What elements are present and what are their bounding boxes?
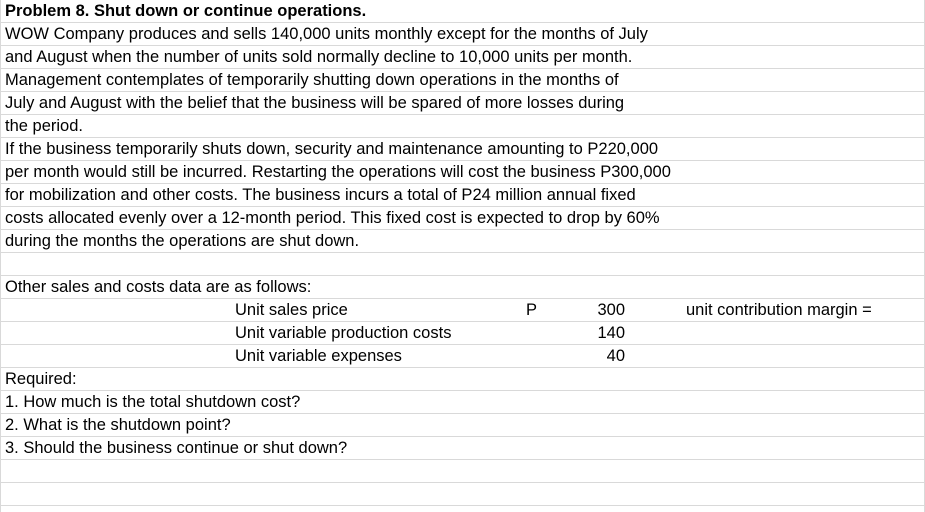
- problem-line: during the months the operations are shut down.: [5, 232, 360, 250]
- problem-line: and August when the number of units sold normally decline to 10,000 units per month.: [5, 48, 633, 66]
- problem-line: WOW Company produces and sells 140,000 units monthly except for the months of July: [5, 25, 648, 43]
- required-question: 3. Should the business continue or shut down?: [5, 439, 348, 457]
- currency-symbol: P: [526, 301, 538, 319]
- data-item-value: 140: [597, 324, 625, 342]
- data-item-label: Unit sales price: [235, 301, 348, 319]
- required-heading: Required:: [5, 370, 77, 388]
- required-question: 1. How much is the total shutdown cost?: [5, 393, 301, 411]
- required-question: 2. What is the shutdown point?: [5, 416, 231, 434]
- problem-line: costs allocated evenly over a 12-month period. This fixed cost is expected to drop by 60%: [5, 209, 660, 227]
- problem-title: Problem 8. Shut down or continue operations.: [5, 2, 367, 20]
- contribution-margin-note: unit contribution margin =: [686, 301, 872, 319]
- data-item-label: Unit variable production costs: [235, 324, 452, 342]
- problem-line: July and August with the belief that the business will be spared of more losses during: [5, 94, 625, 112]
- problem-line: for mobilization and other costs. The business incurs a total of P24 million annual fixed: [5, 186, 636, 204]
- data-intro: Other sales and costs data are as follows:: [5, 278, 312, 296]
- problem-line: per month would still be incurred. Restarting the operations will cost the business P300,000: [5, 163, 671, 181]
- data-item-value: 300: [597, 301, 625, 319]
- problem-line: If the business temporarily shuts down, security and maintenance amounting to P220,000: [5, 140, 659, 158]
- problem-line: Management contemplates of temporarily shutting down operations in the months of: [5, 71, 619, 89]
- column-divider: [0, 0, 1, 512]
- data-item-label: Unit variable expenses: [235, 347, 402, 365]
- problem-line: the period.: [5, 117, 83, 135]
- data-item-value: 40: [606, 347, 625, 365]
